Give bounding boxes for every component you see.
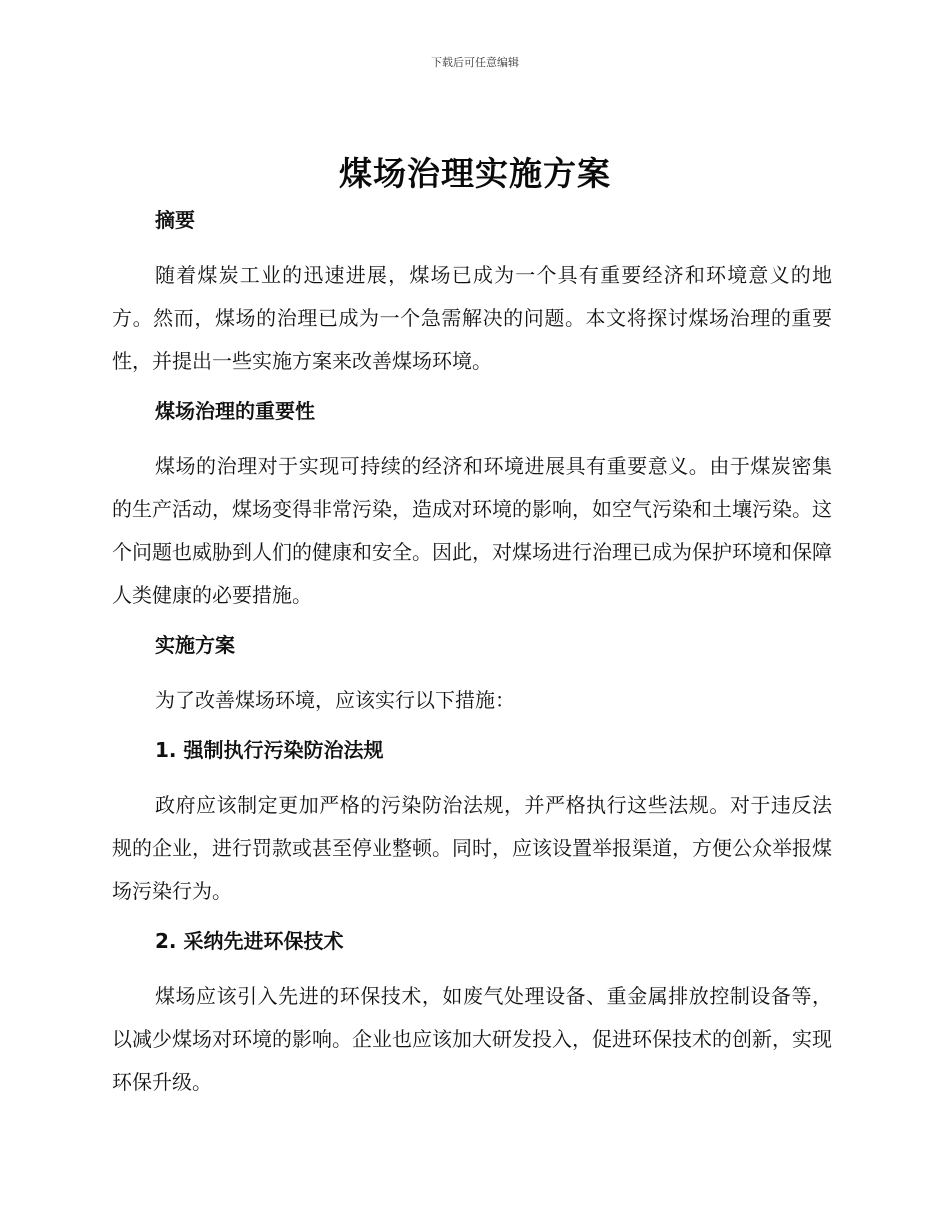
document-title: 煤场治理实施方案 — [339, 154, 611, 193]
paragraph-importance: 煤场的治理对于实现可持续的经济和环境进展具有重要意义。由于煤炭密集的生产活动，煤场变得非常污染，造成对环境的影响，如空气污染和土壤污染。这个问题也威胁到人们的健康和安全。因此，对煤场进行治理已成为保护环境和保障人类健康的必要措施。 — [112, 454, 832, 607]
paragraph-measure-2: 煤场应该引入先进的环保技术，如废气处理设备、重金属排放控制设备等，以减少煤场对环境的影响。企业也应该加大研发投入，促进环保技术的创新，实现环保升级。 — [112, 984, 832, 1094]
paragraph-plan-intro: 为了改善煤场环境，应该实行以下措施： — [155, 688, 515, 712]
heading-plan: 实施方案 — [155, 633, 235, 657]
paragraph-abstract: 随着煤炭工业的迅速进展，煤场已成为一个具有重要经济和环境意义的地方。然而，煤场的治理已成为一个急需解决的问题。本文将探讨煤场治理的重要性，并提出一些实施方案来改善煤场环境。 — [112, 263, 832, 373]
heading-measure-2: 2. 采纳先进环保技术 — [155, 929, 344, 953]
heading-importance: 煤场治理的重要性 — [155, 399, 315, 423]
heading-measure-1: 1. 强制执行污染防治法规 — [155, 738, 384, 762]
document-body — [112, 204, 832, 1104]
paragraph-measure-1: 政府应该制定更加严格的污染防治法规，并严格执行这些法规。对于违反法规的企业，进行罚款或甚至停业整顿。同时，应该设置举报渠道，方便公众举报煤场污染行为。 — [112, 793, 832, 903]
header-note: 下载后可任意编辑 — [431, 56, 519, 69]
heading-abstract: 摘要 — [155, 208, 195, 232]
